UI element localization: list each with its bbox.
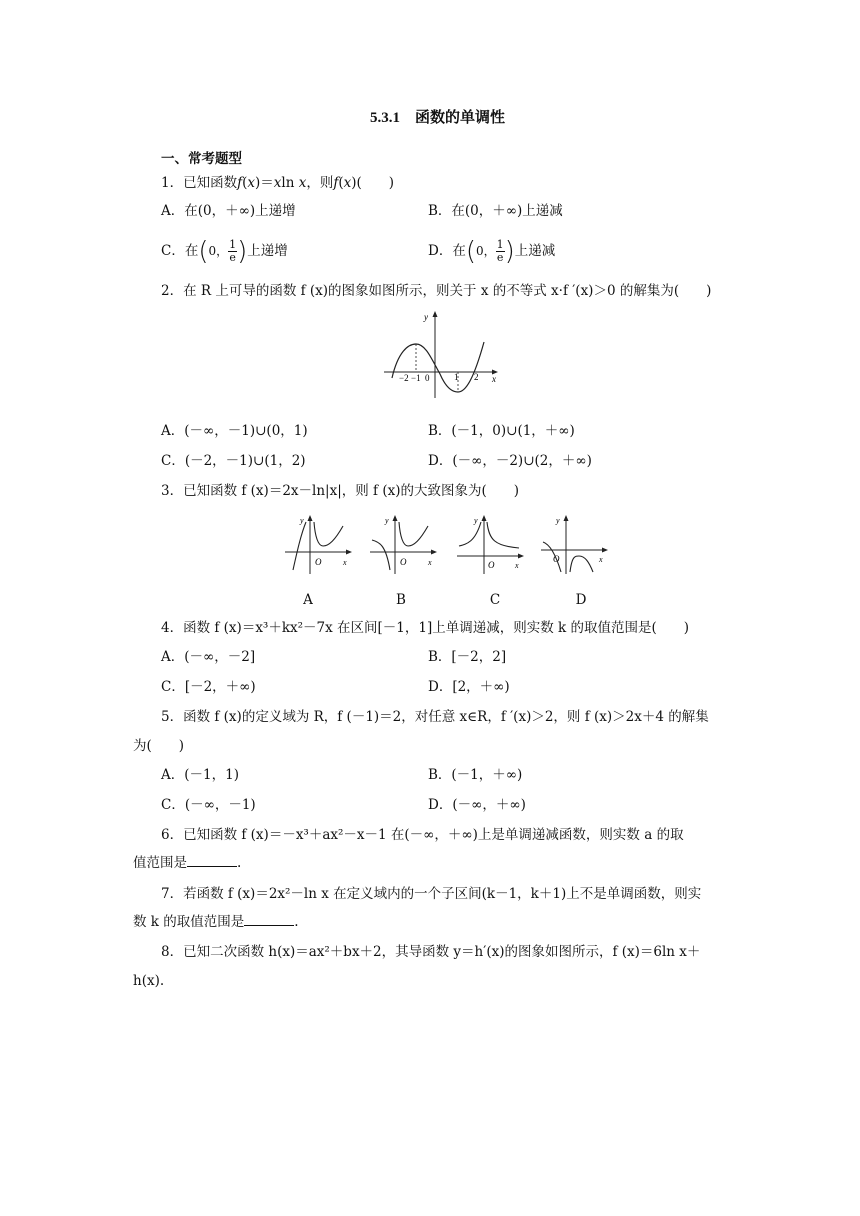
q5-option-c[interactable]: C．(－∞，－1) bbox=[161, 797, 256, 813]
q2-option-a[interactable]: A．(－∞，－1)∪(0，1) bbox=[161, 423, 308, 439]
q3-graph-b bbox=[368, 512, 440, 576]
q4-option-c[interactable]: C．[－2，＋∞) bbox=[161, 679, 256, 695]
question-8-line-1: 8．已知二次函数 h(x)＝ax²＋bx＋2，其导函数 y＝h′(x)的图象如图所示，f (x)＝6ln x＋ bbox=[161, 944, 701, 960]
svg-text:y: y bbox=[556, 516, 560, 525]
q4-option-d[interactable]: D．[2，＋∞) bbox=[428, 679, 510, 695]
q5-option-b[interactable]: B．(－1，＋∞) bbox=[428, 767, 523, 783]
svg-text:O: O bbox=[488, 560, 495, 570]
question-7-line-2: 数 k 的取值范围是 . bbox=[133, 914, 299, 930]
svg-text:x: x bbox=[428, 558, 432, 567]
tick-label: −2 bbox=[399, 373, 409, 383]
q1-option-b[interactable]: B．在(0，＋∞)上递减 bbox=[428, 203, 563, 219]
question-8-line-2: h(x). bbox=[133, 973, 165, 989]
q2-option-d[interactable]: D．(－∞，－2)∪(2，＋∞) bbox=[428, 453, 592, 469]
q1-option-a[interactable]: A．在(0，＋∞)上递增 bbox=[161, 203, 296, 219]
q4-option-a[interactable]: A．(－∞，－2] bbox=[161, 649, 256, 665]
q4-option-b[interactable]: B．[－2，2] bbox=[428, 649, 507, 665]
tick-label: 0 bbox=[425, 373, 430, 383]
q3-graph-c bbox=[455, 512, 527, 576]
right-paren-icon: ) bbox=[504, 236, 515, 267]
q2-option-c[interactable]: C．(－2，－1)∪(1，2) bbox=[161, 453, 306, 469]
y-arrow-icon bbox=[433, 311, 438, 317]
q1-option-d[interactable]: D．在(0， $\frac{1}{e}$ )上递减 bbox=[428, 236, 556, 267]
q3-graph-a bbox=[283, 512, 355, 576]
q2-graph bbox=[380, 308, 505, 400]
question-6-line-2: 值范围是 . bbox=[133, 855, 242, 871]
question-1-stem: 1．已知函数f(x)＝xln x，则f(x)( ) bbox=[161, 175, 395, 191]
question-5-stem: 5．函数 f (x)的定义域为 R，f (－1)＝2，对任意 x∈R，f ′(x)＞2，则 f (x)＞2x＋4 的解集 bbox=[161, 709, 709, 725]
question-4-stem: 4．函数 f (x)＝x³＋kx²－7x 在区间[－1，1]上单调递减，则实数 k 的取值范围是( ) bbox=[161, 620, 690, 636]
question-6-line-1: 6．已知函数 f (x)＝－x³＋ax²－x－1 在(－∞，＋∞)上是单调递减函数，则实数 a 的取 bbox=[161, 827, 684, 843]
svg-text:O: O bbox=[553, 554, 560, 564]
svg-text:y: y bbox=[474, 516, 478, 525]
q3-label-b: B bbox=[396, 592, 406, 608]
svg-text:y: y bbox=[385, 516, 389, 525]
y-label: y bbox=[424, 312, 428, 322]
question-3-stem: 3．已知函数 f (x)＝2x－ln|x|，则 f (x)的大致图象为( ) bbox=[161, 483, 519, 499]
answer-blank[interactable] bbox=[187, 854, 237, 867]
q5-option-a[interactable]: A．(－1，1) bbox=[161, 767, 239, 783]
tick-label: 1 bbox=[454, 372, 459, 382]
page-title: 5.3.1 函数的单调性 bbox=[370, 110, 506, 126]
answer-blank[interactable] bbox=[244, 913, 294, 926]
q3-label-a: A bbox=[303, 592, 313, 608]
svg-text:O: O bbox=[400, 557, 407, 567]
left-paren-icon: ( bbox=[198, 236, 209, 267]
section-heading: 一、常考题型 bbox=[161, 151, 242, 167]
question-7-line-1: 7．若函数 f (x)＝2x²－ln x 在定义域内的一个子区间(k－1，k＋1)上不是单调函数，则实 bbox=[161, 886, 702, 902]
question-5-stem-cont: 为( ) bbox=[133, 738, 185, 754]
x-label: x bbox=[492, 374, 496, 384]
svg-text:x: x bbox=[515, 561, 519, 570]
svg-text:x: x bbox=[599, 555, 603, 564]
tick-label: −1 bbox=[411, 373, 421, 383]
q3-label-c: C bbox=[489, 592, 501, 608]
right-paren-icon: ) bbox=[237, 236, 248, 267]
curve bbox=[392, 342, 484, 392]
q3-graph-d bbox=[539, 512, 611, 576]
q3-label-d: D bbox=[575, 592, 587, 608]
left-paren-icon: ( bbox=[465, 236, 476, 267]
svg-text:O: O bbox=[315, 557, 322, 567]
q1-option-c[interactable]: C．在(0， $\frac{1}{e}$ )上递增 bbox=[161, 236, 288, 267]
svg-text:y: y bbox=[300, 516, 304, 525]
tick-label: 2 bbox=[474, 372, 479, 382]
svg-text:x: x bbox=[343, 558, 347, 567]
q2-option-b[interactable]: B．(－1，0)∪(1，＋∞) bbox=[428, 423, 575, 439]
q5-option-d[interactable]: D．(－∞，＋∞) bbox=[428, 797, 526, 813]
question-2-stem: 2．在 R 上可导的函数 f (x)的图象如图所示，则关于 x 的不等式 x·f ′(x)＞0 的解集为( ) bbox=[161, 283, 712, 299]
